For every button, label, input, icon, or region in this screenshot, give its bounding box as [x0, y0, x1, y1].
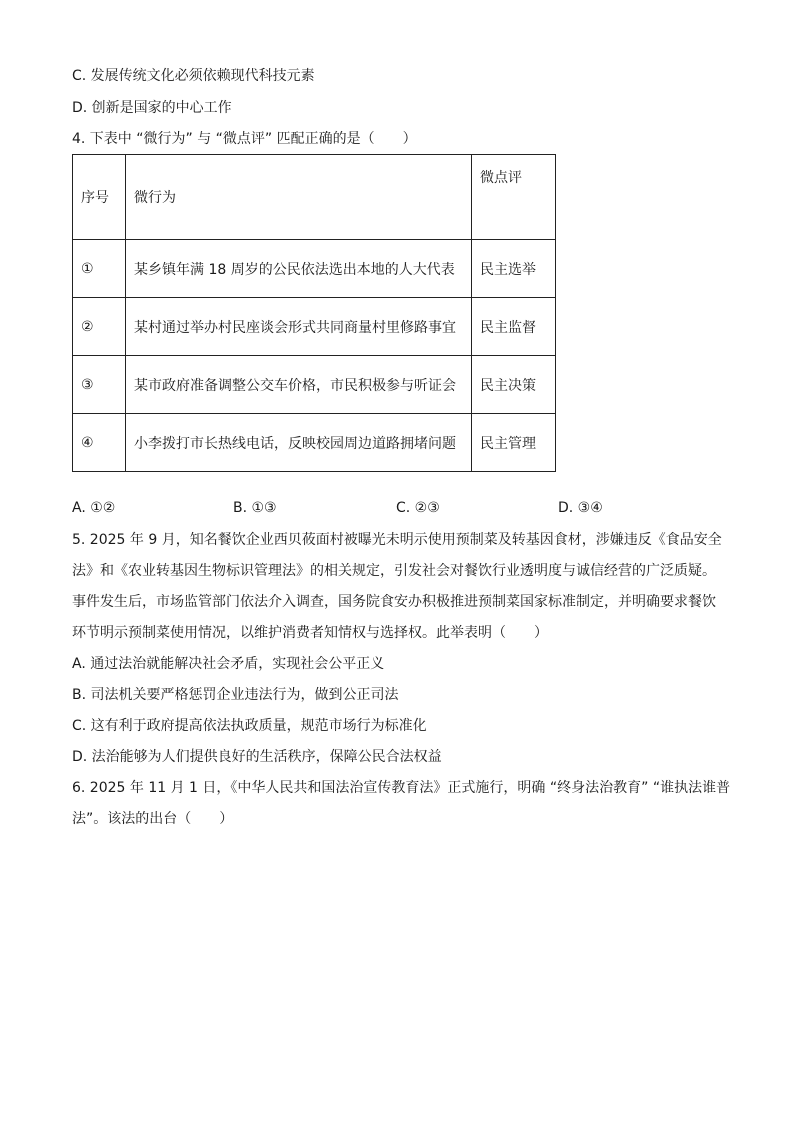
q5-stem-line: 事件发生后，市场监管部门依法介入调查，国务院食安办积极推进预制菜国家标准制定，并明确要求餐饮 — [72, 594, 716, 610]
header-cell-behavior: 微行为 — [126, 155, 472, 240]
table-header-row — [73, 155, 556, 240]
q5-stem-line: 5. 2025 年 9 月，知名餐饮企业西贝莜面村被曝光未明示使用预制菜及转基因食材，涉嫌违反《食品安全 — [72, 532, 722, 548]
table-row — [73, 356, 556, 414]
header-cell-comment: 微点评 — [472, 155, 556, 240]
table-row — [73, 298, 556, 356]
row-comment-cell: 民主选举 — [472, 240, 556, 298]
q5-option-a: A. 通过法治就能解决社会矛盾，实现社会公平正义 — [72, 656, 385, 672]
q4-option-d: D. ③④ — [558, 500, 603, 516]
row-index-cell: ③ — [73, 356, 126, 414]
q5-stem-line: 环节明示预制菜使用情况，以维护消费者知情权与选择权。此举表明（ ） — [72, 625, 548, 641]
q4-table — [72, 154, 556, 472]
q4-option-a: A. ①② — [72, 500, 116, 516]
q5-stem-line: 法》和《农业转基因生物标识管理法》的相关规定，引发社会对餐饮行业透明度与诚信经营的广泛质疑。 — [72, 563, 716, 579]
table-row — [73, 240, 556, 298]
row-index-cell: ② — [73, 298, 126, 356]
q4-option-c: C. ②③ — [396, 500, 440, 516]
row-index-cell: ① — [73, 240, 126, 298]
row-comment-cell: 民主决策 — [472, 356, 556, 414]
row-behavior-cell: 某市政府准备调整公交车价格，市民积极参与听证会 — [126, 356, 472, 414]
q6-stem-line: 法”。该法的出台（ ） — [72, 811, 234, 827]
q4-stem: 4. 下表中 “微行为” 与 “微点评” 匹配正确的是（ ） — [72, 131, 417, 147]
table-row — [73, 414, 556, 472]
q3-option-d: D. 创新是国家的中心工作 — [72, 100, 232, 116]
q5-option-d: D. 法治能够为人们提供良好的生活秩序，保障公民合法权益 — [72, 749, 442, 765]
header-cell-index: 序号 — [73, 155, 126, 240]
row-behavior-cell: 小李拨打市长热线电话，反映校园周边道路拥堵问题 — [126, 414, 472, 472]
q5-option-b: B. 司法机关要严格惩罚企业违法行为，做到公正司法 — [72, 687, 399, 703]
row-comment-cell: 民主管理 — [472, 414, 556, 472]
row-behavior-cell: 某村通过举办村民座谈会形式共同商量村里修路事宜 — [126, 298, 472, 356]
q5-option-c: C. 这有利于政府提高依法执政质量，规范市场行为标准化 — [72, 718, 427, 734]
q4-option-b: B. ①③ — [233, 500, 277, 516]
row-behavior-cell: 某乡镇年满 18 周岁的公民依法选出本地的人大代表 — [126, 240, 472, 298]
row-comment-cell: 民主监督 — [472, 298, 556, 356]
row-index-cell: ④ — [73, 414, 126, 472]
q6-stem-line: 6. 2025 年 11 月 1 日，《中华人民共和国法治宣传教育法》正式施行，明确 “终身法治教育” “谁执法谁普 — [72, 780, 731, 796]
q3-option-c: C. 发展传统文化必须依赖现代科技元素 — [72, 68, 315, 84]
